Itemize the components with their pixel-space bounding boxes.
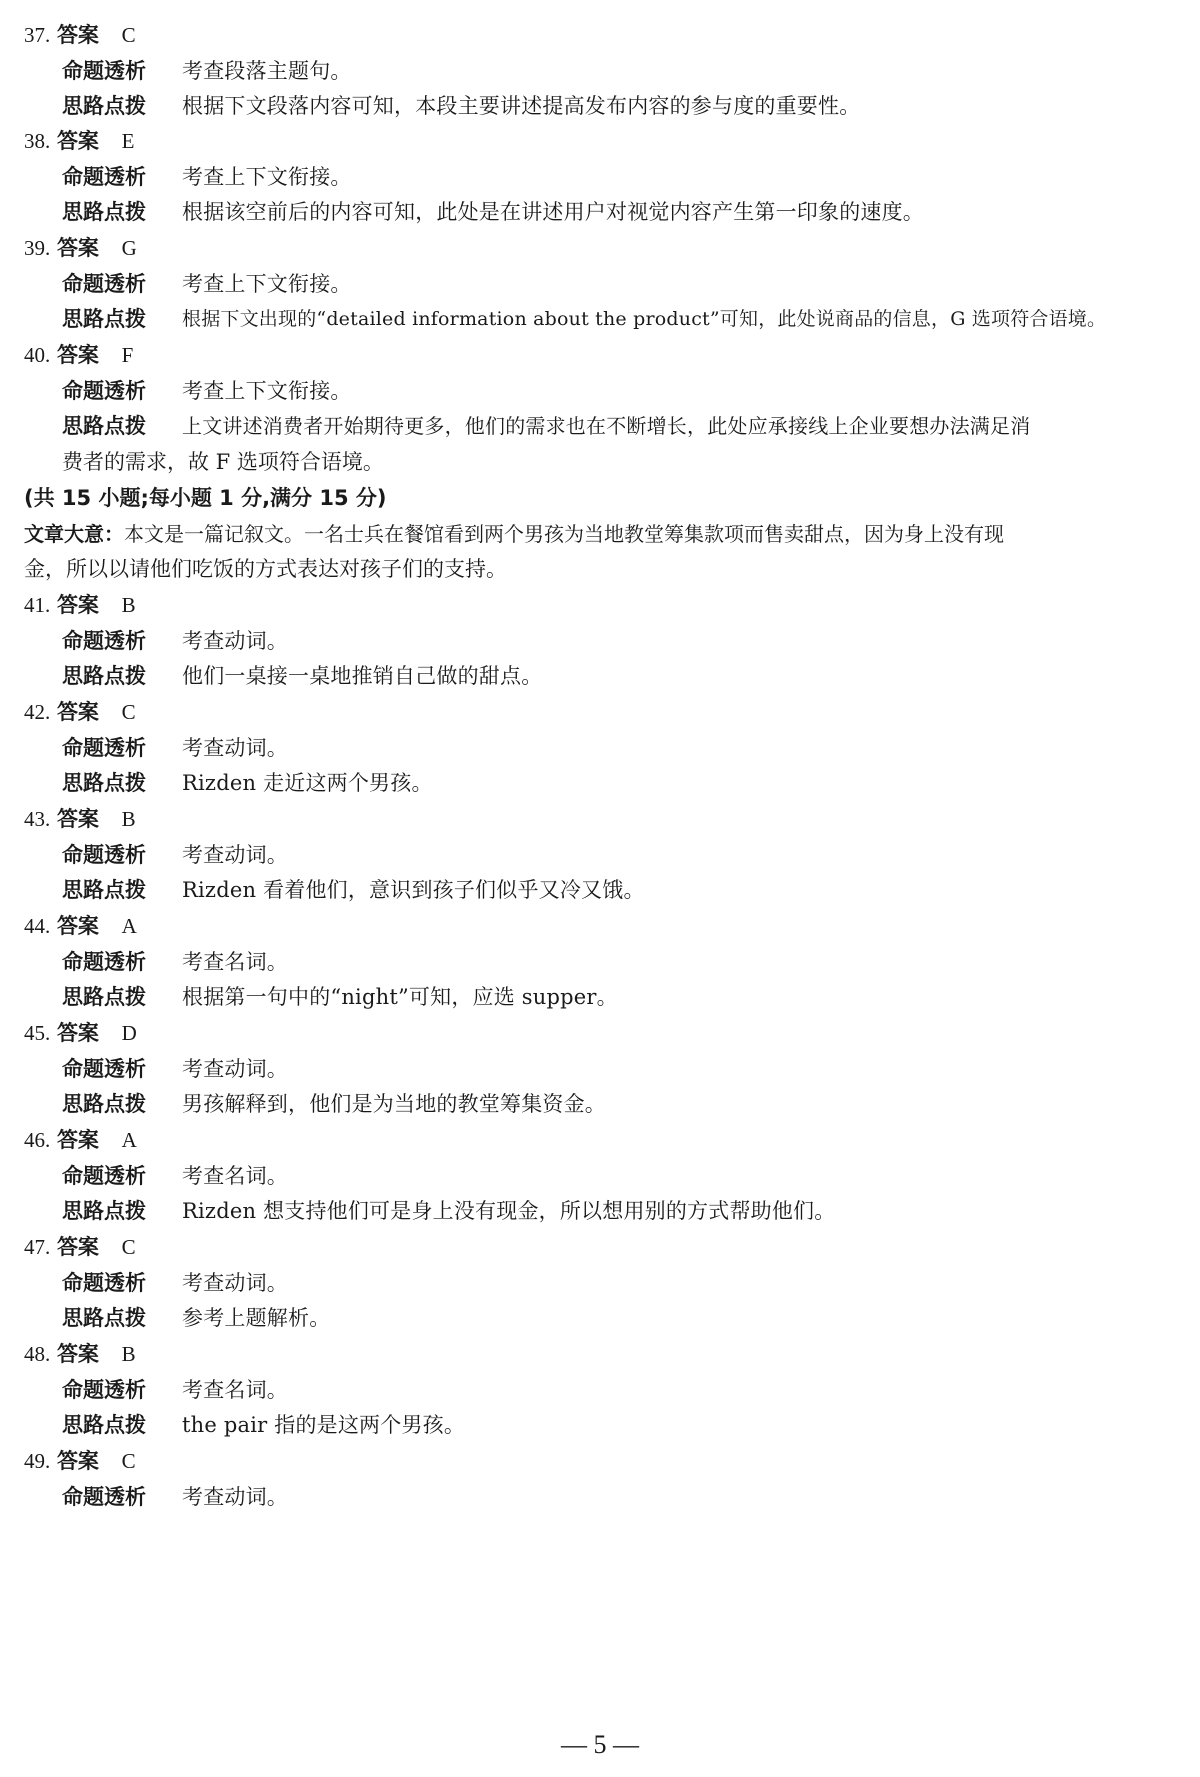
- question-header: [24, 1339, 136, 1369]
- question-number: 45.: [24, 1021, 51, 1045]
- question-header: [24, 1446, 136, 1476]
- answer-value: B: [121, 593, 136, 617]
- hint-text: Rizden 看着他们，意识到孩子们似乎又冷又饿。: [182, 878, 645, 902]
- hint-text: Rizden 想支持他们可是身上没有现金，所以想用别的方式帮助他们。: [182, 1199, 836, 1223]
- hint-text: the pair 指的是这两个男孩。: [182, 1413, 466, 1437]
- answer-label: 答案: [56, 1021, 99, 1045]
- hint-text: Rizden 走近这两个男孩。: [182, 771, 433, 795]
- answer-label: 答案: [56, 807, 99, 831]
- hint-text: 根据该空前后的内容可知，此处是在讲述用户对视觉内容产生第一印象的速度。: [182, 200, 924, 224]
- answer-value: G: [121, 236, 137, 260]
- analysis-text: 考查动词。: [182, 1271, 288, 1295]
- hint-label: 思路点拨: [62, 771, 146, 795]
- answer-label: 答案: [56, 593, 99, 617]
- answer-value: A: [121, 914, 137, 938]
- question-number: 40.: [24, 343, 51, 367]
- hint-label: 思路点拨: [62, 1092, 146, 1116]
- analysis-text: 考查动词。: [182, 629, 288, 653]
- question-number: 43.: [24, 807, 51, 831]
- answer-value: C: [121, 23, 136, 47]
- summary-text: 本文是一篇记叙文。一名士兵在餐馆看到两个男孩为当地教堂筹集款项而售卖甜点，因为身上没有现: [124, 522, 1004, 546]
- analysis-text: 考查名词。: [182, 950, 288, 974]
- analysis-text: 考查动词。: [182, 736, 288, 760]
- hint-label: 思路点拨: [62, 985, 146, 1009]
- page-number: — 5 —: [561, 1730, 639, 1759]
- hint-label: 思路点拨: [62, 1306, 146, 1330]
- question-header: [24, 697, 136, 727]
- article-summary: [24, 519, 1004, 549]
- analysis-text: 考查名词。: [182, 1378, 288, 1402]
- analysis-text: 考查动词。: [182, 1485, 288, 1509]
- question-number: 37.: [24, 23, 51, 47]
- question-header: [24, 1232, 136, 1262]
- question-number: 41.: [24, 593, 51, 617]
- question-number: 38.: [24, 129, 51, 153]
- answer-value: C: [121, 1449, 136, 1473]
- hint-text: 他们一桌接一桌地推销自己做的甜点。: [182, 664, 543, 688]
- analysis-label: 命题透析: [62, 736, 146, 760]
- answer-label: 答案: [56, 1449, 99, 1473]
- question-number: 48.: [24, 1342, 51, 1366]
- answer-value: C: [121, 700, 136, 724]
- hint-label: 思路点拨: [62, 307, 146, 331]
- answer-label: 答案: [56, 1235, 99, 1259]
- analysis-label: 命题透析: [62, 629, 146, 653]
- analysis-label: 命题透析: [62, 950, 146, 974]
- answer-value: B: [121, 1342, 136, 1366]
- hint-text: 根据下文段落内容可知，本段主要讲述提高发布内容的参与度的重要性。: [182, 94, 861, 118]
- hint-label: 思路点拨: [62, 414, 146, 438]
- answer-label: 答案: [56, 236, 99, 260]
- hint-label: 思路点拨: [62, 1413, 146, 1437]
- analysis-text: 考查动词。: [182, 1057, 288, 1081]
- answer-value: F: [121, 343, 134, 367]
- hint-text: 参考上题解析。: [182, 1306, 331, 1330]
- answer-label: 答案: [56, 700, 99, 724]
- analysis-label: 命题透析: [62, 1164, 146, 1188]
- question-header: [24, 804, 136, 834]
- analysis-text: 考查上下文衔接。: [182, 165, 352, 189]
- answer-value: D: [121, 1021, 137, 1045]
- hint-label: 思路点拨: [62, 1199, 146, 1223]
- section-header: (共 15 小题;每小题 1 分,满分 15 分): [24, 486, 387, 510]
- summary-text-continued: 金，所以以请他们吃饭的方式表达对孩子们的支持。: [24, 557, 507, 581]
- question-number: 49.: [24, 1449, 51, 1473]
- answer-label: 答案: [56, 129, 99, 153]
- question-header: [24, 126, 134, 156]
- analysis-text: 考查上下文衔接。: [182, 379, 352, 403]
- question-header: [24, 911, 137, 941]
- question-number: 39.: [24, 236, 51, 260]
- analysis-label: 命题透析: [62, 843, 146, 867]
- analysis-text: 考查动词。: [182, 843, 288, 867]
- answer-label: 答案: [56, 1342, 99, 1366]
- analysis-label: 命题透析: [62, 379, 146, 403]
- analysis-text: 考查名词。: [182, 1164, 288, 1188]
- answer-label: 答案: [56, 23, 99, 47]
- hint-label: 思路点拨: [62, 878, 146, 902]
- analysis-text: 考查段落主题句。: [182, 59, 352, 83]
- question-number: 47.: [24, 1235, 51, 1259]
- question-number: 42.: [24, 700, 51, 724]
- analysis-label: 命题透析: [62, 1057, 146, 1081]
- question-header: [24, 590, 136, 620]
- question-header: [24, 1018, 137, 1048]
- answer-label: 答案: [56, 914, 99, 938]
- answer-value: C: [121, 1235, 136, 1259]
- analysis-text: 考查上下文衔接。: [182, 272, 352, 296]
- hint-text-continued: 费者的需求，故 F 选项符合语境。: [62, 450, 384, 474]
- question-header: [24, 340, 133, 370]
- answer-value: B: [121, 807, 136, 831]
- analysis-label: 命题透析: [62, 1271, 146, 1295]
- hint-text: 上文讲述消费者开始期待更多，他们的需求也在不断增长，此处应承接线上企业要想办法满足消: [182, 414, 1031, 438]
- analysis-label: 命题透析: [62, 1378, 146, 1402]
- answer-label: 答案: [56, 1128, 99, 1152]
- answer-label: 答案: [56, 343, 99, 367]
- question-header: [24, 233, 137, 263]
- hint-text: 根据下文出现的“detailed information about the product”可知，此处说商品的信息，G 选项符合语境。: [182, 308, 1107, 330]
- hint-text: 男孩解释到，他们是为当地的教堂筹集资金。: [182, 1092, 606, 1116]
- hint-label: 思路点拨: [62, 664, 146, 688]
- question-header: [24, 20, 136, 50]
- analysis-label: 命题透析: [62, 165, 146, 189]
- hint-text: 根据第一句中的“night”可知，应选 supper。: [182, 985, 618, 1009]
- analysis-label: 命题透析: [62, 272, 146, 296]
- answer-value: E: [121, 129, 135, 153]
- hint-label: 思路点拨: [62, 94, 146, 118]
- summary-label: 文章大意：: [24, 522, 124, 546]
- question-header: [24, 1125, 137, 1155]
- question-number: 44.: [24, 914, 51, 938]
- question-number: 46.: [24, 1128, 51, 1152]
- answer-value: A: [121, 1128, 137, 1152]
- analysis-label: 命题透析: [62, 1485, 146, 1509]
- hint-label: 思路点拨: [62, 200, 146, 224]
- analysis-label: 命题透析: [62, 59, 146, 83]
